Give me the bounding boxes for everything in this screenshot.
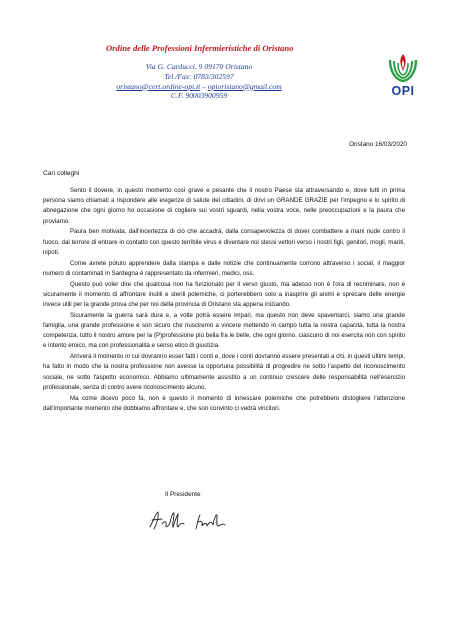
tel-fax-line: Tel./Fax: 0783/302597 [164,71,234,81]
paragraph: Arriverà il momento in cui dovranno esser fatti i conti e, dove i conti dovranno essere presentati a chi, in questi ultimi tempi, ha fatto in modo che la nostra professione non avesse la opportuna possibilità di progredire ne sotto l'aspetto del riconoscimento sociale, ne sotto l'aspetto economico. Abbiamo ultimamente assistito a un continuo crescere delle responsabilità nell'esercizio professionale, senza di contro avere riconoscimento alcuno. [43,353,405,391]
letterhead-contacts [104,62,294,101]
opi-flame-logo-icon [386,52,420,84]
handwritten-signature [146,507,246,533]
paragraph: Ma come dicevo poco fa, non è questo il momento di innescare polemiche che potrebbero distogliere l'attenzione dall'importante momento che dobbiamo affrontare e, che son convinto ci vedrà vincitori. [43,394,405,412]
salutation: Cari colleghi [43,170,80,177]
organization-name: Ordine delle Professioni Infermieristiche di Oristano [106,43,294,53]
paragraph: Paura ben motivata, dall'incertezza di ciò che accadrà, dalla consapevolezza di dover combattere a mani nude contro il fuoco, dal terrore di entrare in contatto con questo terribile virus e diventare noi stessi vettori verso i nostri figli, genitori, mogli, mariti, nipoti. [43,228,405,256]
tax-code-line: C.F. 90003900959 [170,91,228,101]
address-line: Via G. Carducci, 9 09170 Oristano [145,62,253,71]
gmail-email-link[interactable]: opioristano@gmail.com [207,81,282,91]
paragraph: Sento il dovere, in questo momento così grave e pesante che il nostro Paese sta attraversando e, dove tutti in prima persona siamo chiamati a rispondere alle esigenze di salute dei cittadini, di dirvi un GRANDE GRAZIE per l'impegno e lo spirito di abnegazione che ogni giorno ho occasione di cogliere sui vostri sguardi, nella vostra voce, nelle preoccupazioni e la paura che proviamo. [43,187,405,225]
signoff: Il Presidente [165,491,201,498]
letter-date: Oristano 16/03/2020 [349,141,407,148]
paragraph: Sicuramente la guerra sarà dura e, a volte potrà essere impari, ma questo non deve spaventarci, siamo una grande famiglia, una grande professione e son sicuro che riusciremo a vincere mettendo in campo tutta la nostra capacità, tutta la nostra competenza, tutto il nostro amore per la (P)professione più bella fra le belle, che ogni giorno, ciascuno di noi esercita non con spirito e intento eroico, ma con professionalità e senso etico di giustizia. [43,311,405,350]
opi-logo [386,52,420,102]
opi-logo-text: OPI [391,84,415,98]
paragraph: Questo può voler dire che qualcosa non ha funzionato per il verso giusto, ma adesso non è l'ora di recriminare, non è sicuramente il momento di affrontare inutili e sterili polemiche, ci porterebbero solo a inasprire gli animi e sprecare delle energie invece utili per la grande prova che per noi della provincia di Oristano sta appena iniziando. [43,280,405,309]
letter-body [43,186,405,415]
email-line [104,82,294,92]
pec-email-link[interactable]: oristano@cert.ordine-opi.it [116,81,201,91]
paragraph: Come avrete potuto apprendere dalla stampa e dalle notizie che continuamente corrono attraverso i social, il maggior numero di contaminati in Sardegna è rappresentato da infermieri, medici, oss. [43,259,405,277]
email-separator: – [200,81,208,91]
